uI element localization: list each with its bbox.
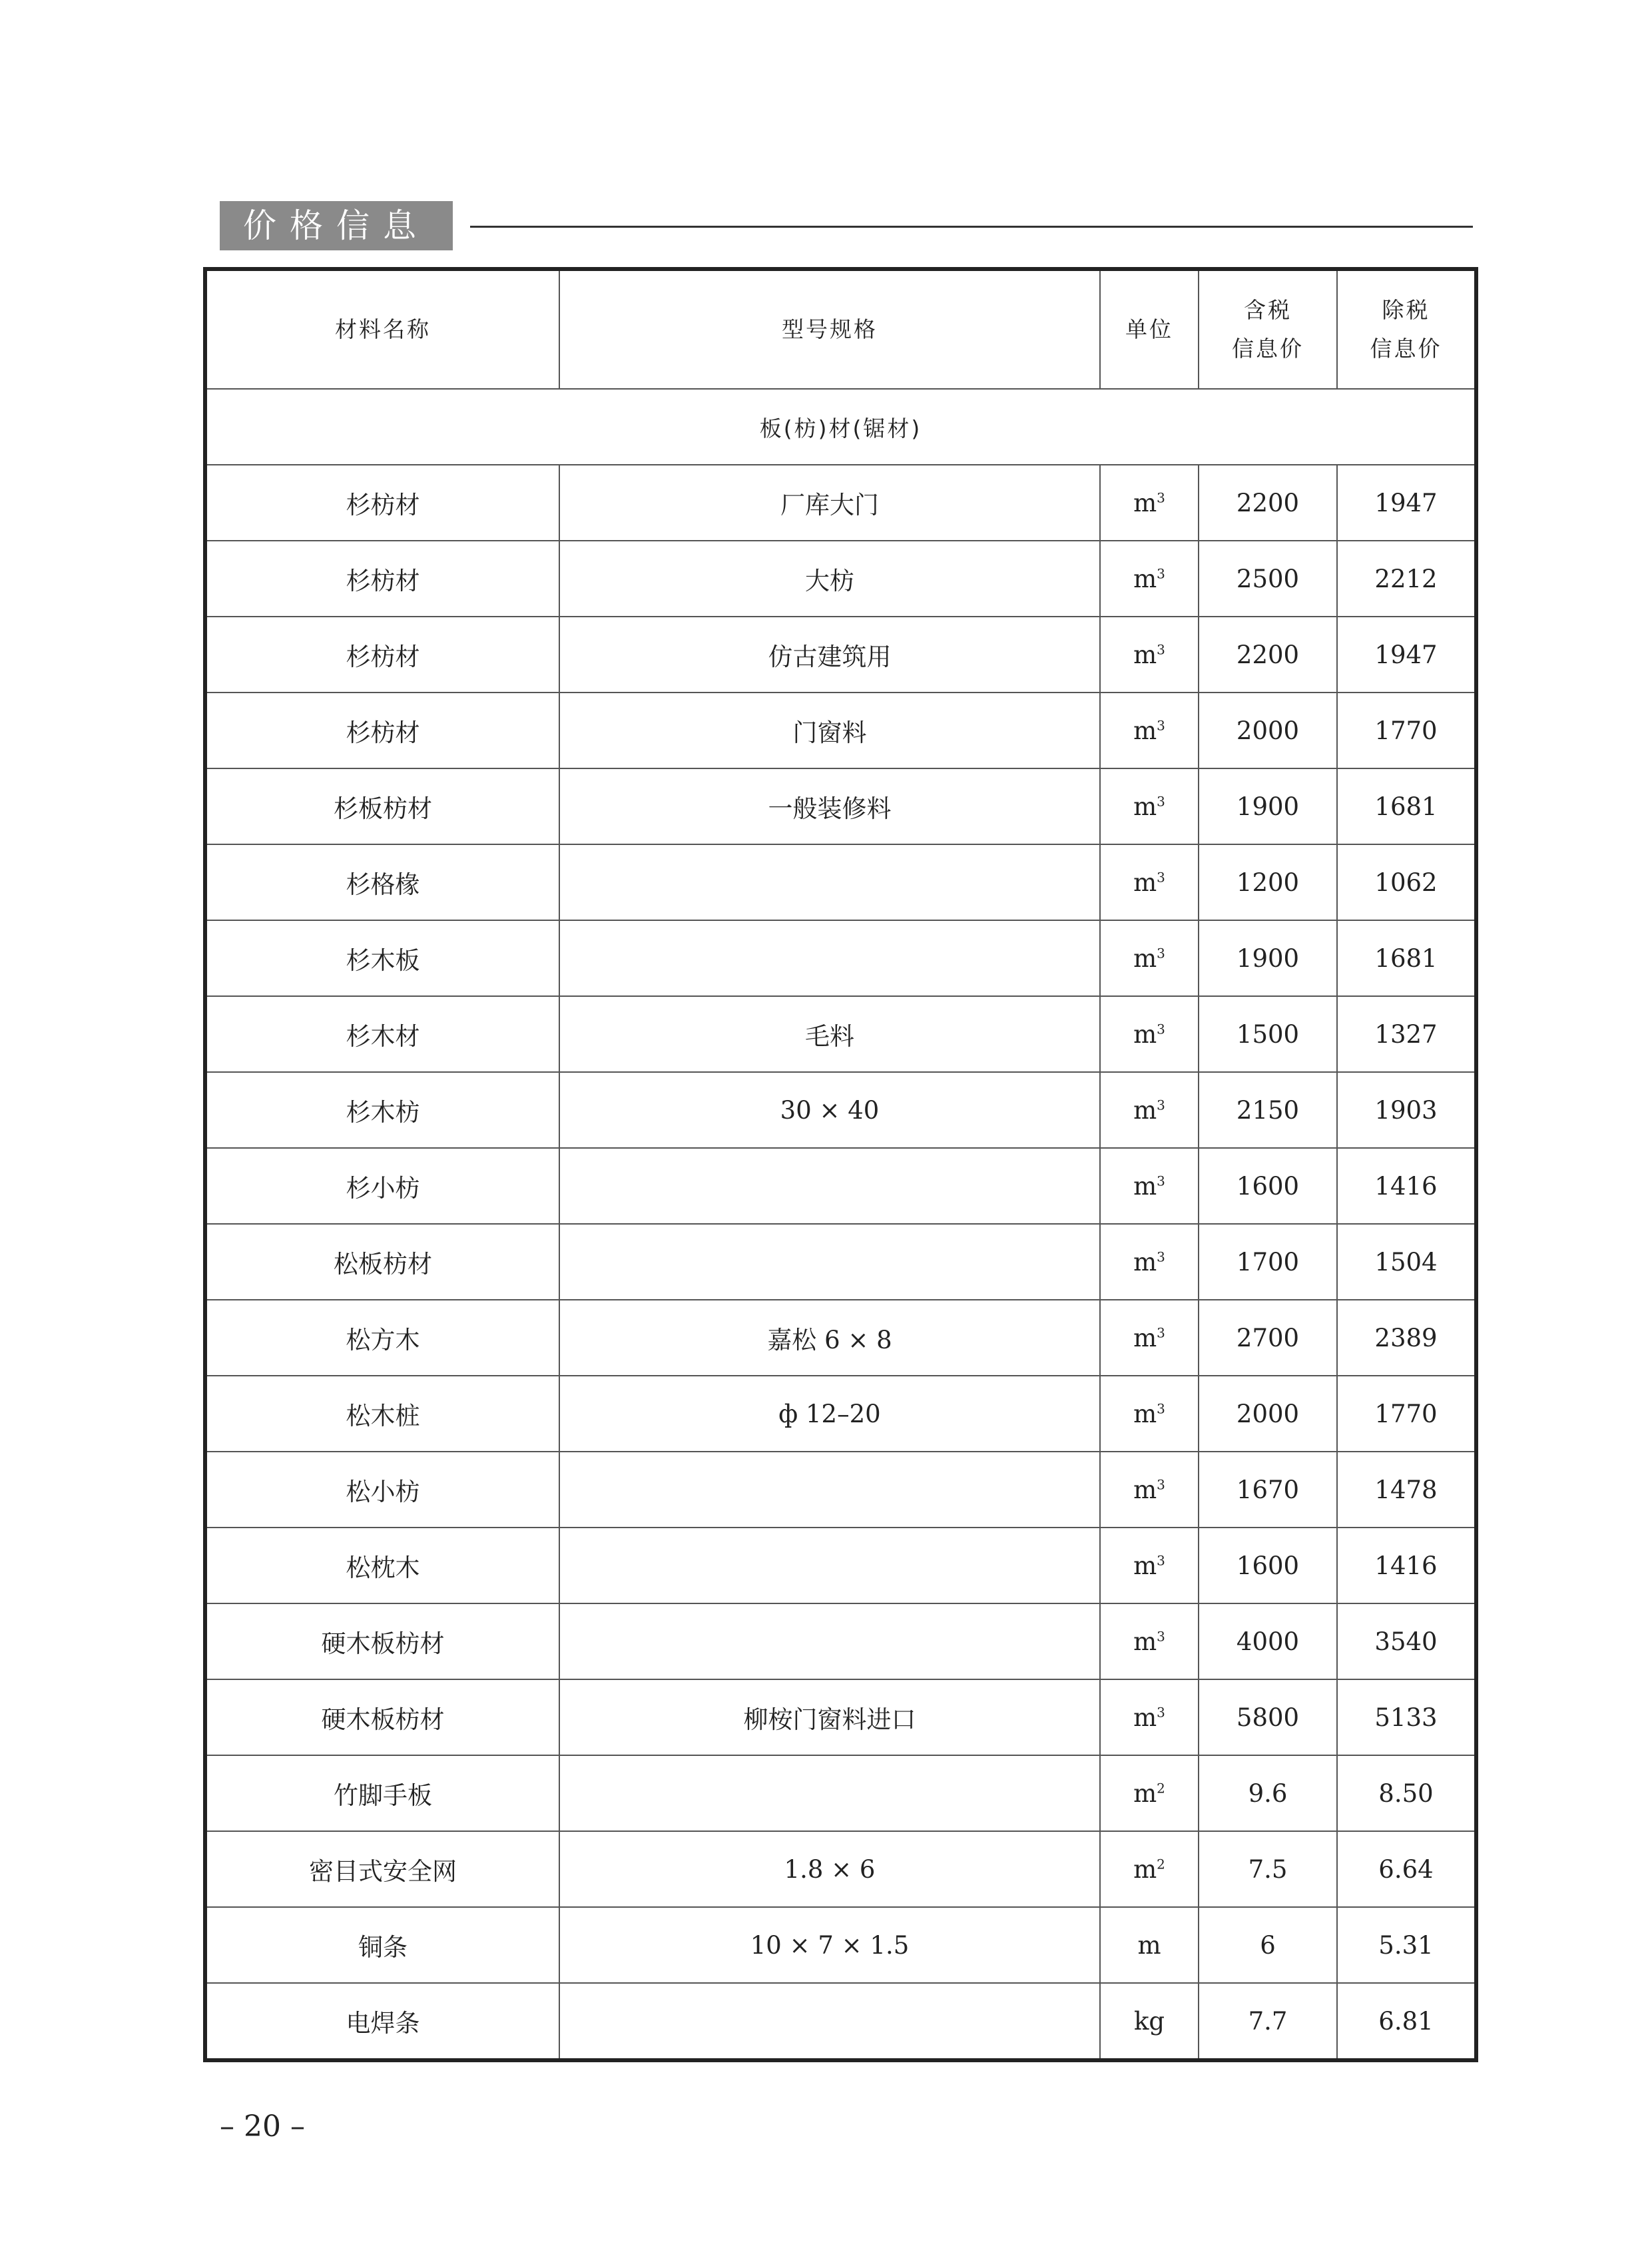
table-row <box>205 541 1476 617</box>
cell-price-tax: 2500 <box>1199 541 1337 617</box>
unit-exponent: 2 <box>1157 1780 1165 1797</box>
cell-material-name: 竹脚手板 <box>205 1755 559 1831</box>
cell-material-name: 杉木板 <box>205 920 559 996</box>
unit-base: kg <box>1133 2006 1165 2036</box>
col-header-spec: 型号规格 <box>559 269 1100 389</box>
unit-exponent: 3 <box>1157 869 1165 886</box>
unit-exponent: 3 <box>1157 1704 1165 1721</box>
table-row <box>205 844 1476 920</box>
cell-price-tax: 2200 <box>1199 617 1337 693</box>
cell-price-tax: 1200 <box>1199 844 1337 920</box>
cell-material-name: 杉枋材 <box>205 693 559 768</box>
price-table <box>203 267 1478 2062</box>
table-row <box>205 617 1476 693</box>
table-row <box>205 1452 1476 1528</box>
price-notax-line2: 信息价 <box>1370 336 1442 362</box>
table-row <box>205 996 1476 1072</box>
unit-base: m <box>1133 1551 1157 1580</box>
cell-material-name: 杉木材 <box>205 996 559 1072</box>
cell-price-tax: 2000 <box>1199 693 1337 768</box>
cell-price-notax: 1947 <box>1337 617 1476 693</box>
table-row <box>205 1072 1476 1148</box>
cell-spec: 门窗料 <box>559 693 1100 768</box>
unit-exponent: 3 <box>1157 1400 1165 1417</box>
unit-exponent: 3 <box>1157 717 1165 734</box>
unit-base: m <box>1133 1854 1157 1884</box>
cell-spec <box>559 1148 1100 1224</box>
unit-exponent: 3 <box>1157 565 1165 582</box>
cell-material-name: 松木桩 <box>205 1376 559 1452</box>
cell-price-notax: 2212 <box>1337 541 1476 617</box>
table-row <box>205 1831 1476 1907</box>
unit-exponent: 3 <box>1157 1173 1165 1189</box>
cell-unit <box>1100 1831 1199 1907</box>
cell-price-tax: 7.5 <box>1199 1831 1337 1907</box>
col-header-unit: 单位 <box>1100 269 1199 389</box>
cell-spec: 大枋 <box>559 541 1100 617</box>
section-row <box>205 389 1476 465</box>
cell-unit <box>1100 1679 1199 1755</box>
cell-spec <box>559 1983 1100 2060</box>
cell-unit <box>1100 541 1199 617</box>
table-row <box>205 920 1476 996</box>
cell-spec: 1.8 × 6 <box>559 1831 1100 1907</box>
section-title: 板(枋)材(锯材) <box>205 389 1476 465</box>
cell-unit <box>1100 996 1199 1072</box>
cell-material-name: 松小枋 <box>205 1452 559 1528</box>
cell-price-notax: 5.31 <box>1337 1907 1476 1983</box>
cell-price-tax: 6 <box>1199 1907 1337 1983</box>
table-row <box>205 1755 1476 1831</box>
unit-exponent: 3 <box>1157 1021 1165 1037</box>
unit-base: m <box>1133 1779 1157 1808</box>
cell-spec <box>559 1528 1100 1603</box>
cell-unit <box>1100 1072 1199 1148</box>
cell-spec <box>559 1755 1100 1831</box>
cell-price-tax: 2200 <box>1199 465 1337 541</box>
unit-base: m <box>1133 488 1157 517</box>
cell-unit <box>1100 465 1199 541</box>
table-row <box>205 465 1476 541</box>
unit-base: m <box>1133 1171 1157 1201</box>
unit-base: m <box>1133 564 1157 593</box>
cell-spec <box>559 920 1100 996</box>
cell-price-notax: 1681 <box>1337 768 1476 844</box>
cell-material-name: 铜条 <box>205 1907 559 1983</box>
cell-price-notax: 1062 <box>1337 844 1476 920</box>
unit-base: m <box>1133 792 1157 821</box>
price-tax-line1: 含税 <box>1244 297 1292 323</box>
unit-exponent: 3 <box>1157 1097 1165 1113</box>
cell-spec: 仿古建筑用 <box>559 617 1100 693</box>
cell-price-tax: 1700 <box>1199 1224 1337 1300</box>
cell-price-tax: 1900 <box>1199 920 1337 996</box>
cell-unit <box>1100 1528 1199 1603</box>
cell-price-tax: 1670 <box>1199 1452 1337 1528</box>
cell-price-notax: 1327 <box>1337 996 1476 1072</box>
cell-price-notax: 3540 <box>1337 1603 1476 1679</box>
cell-unit <box>1100 617 1199 693</box>
table-row <box>205 1300 1476 1376</box>
cell-price-tax: 2150 <box>1199 1072 1337 1148</box>
cell-material-name: 杉板枋材 <box>205 768 559 844</box>
unit-exponent: 3 <box>1157 641 1165 658</box>
table-row <box>205 768 1476 844</box>
unit-base: m <box>1137 1930 1161 1960</box>
unit-exponent: 3 <box>1157 1552 1165 1569</box>
table-row <box>205 1224 1476 1300</box>
cell-price-tax: 1600 <box>1199 1148 1337 1224</box>
cell-unit <box>1100 1376 1199 1452</box>
cell-unit <box>1100 1148 1199 1224</box>
cell-unit <box>1100 844 1199 920</box>
unit-base: m <box>1133 1399 1157 1428</box>
cell-unit <box>1100 1452 1199 1528</box>
cell-price-notax: 1903 <box>1337 1072 1476 1148</box>
cell-unit <box>1100 920 1199 996</box>
cell-unit <box>1100 1907 1199 1983</box>
cell-unit <box>1100 1224 1199 1300</box>
cell-unit <box>1100 1300 1199 1376</box>
cell-spec: 厂库大门 <box>559 465 1100 541</box>
cell-price-tax: 1600 <box>1199 1528 1337 1603</box>
cell-spec: 30 × 40 <box>559 1072 1100 1148</box>
price-notax-line1: 除税 <box>1382 297 1430 323</box>
unit-exponent: 3 <box>1157 489 1165 506</box>
cell-price-notax: 1770 <box>1337 1376 1476 1452</box>
cell-unit <box>1100 1983 1199 2060</box>
cell-material-name: 松枕木 <box>205 1528 559 1603</box>
unit-base: m <box>1133 1703 1157 1732</box>
cell-price-tax: 2000 <box>1199 1376 1337 1452</box>
unit-base: m <box>1133 716 1157 745</box>
cell-price-notax: 1478 <box>1337 1452 1476 1528</box>
cell-price-notax: 1416 <box>1337 1528 1476 1603</box>
cell-spec: ф 12–20 <box>559 1376 1100 1452</box>
table-row <box>205 1983 1476 2060</box>
cell-spec <box>559 1452 1100 1528</box>
col-header-price-tax <box>1199 269 1337 389</box>
unit-exponent: 3 <box>1157 793 1165 810</box>
table-row <box>205 1376 1476 1452</box>
unit-base: m <box>1133 1019 1157 1049</box>
table-row <box>205 1528 1476 1603</box>
cell-price-notax: 6.81 <box>1337 1983 1476 2060</box>
cell-unit <box>1100 1603 1199 1679</box>
unit-base: m <box>1133 944 1157 973</box>
cell-material-name: 密目式安全网 <box>205 1831 559 1907</box>
unit-base: m <box>1133 1475 1157 1504</box>
col-header-name: 材料名称 <box>205 269 559 389</box>
cell-price-notax: 1416 <box>1337 1148 1476 1224</box>
unit-exponent: 2 <box>1157 1856 1165 1872</box>
table-row <box>205 693 1476 768</box>
col-header-price-notax <box>1337 269 1476 389</box>
unit-exponent: 3 <box>1157 1476 1165 1493</box>
unit-base: m <box>1133 1323 1157 1352</box>
cell-price-notax: 1770 <box>1337 693 1476 768</box>
unit-base: m <box>1133 640 1157 669</box>
cell-price-notax: 2389 <box>1337 1300 1476 1376</box>
unit-exponent: 3 <box>1157 1628 1165 1645</box>
unit-base: m <box>1133 1627 1157 1656</box>
unit-exponent: 3 <box>1157 1249 1165 1265</box>
cell-material-name: 杉格椽 <box>205 844 559 920</box>
cell-price-notax: 5133 <box>1337 1679 1476 1755</box>
table-row <box>205 1148 1476 1224</box>
unit-exponent: 3 <box>1157 945 1165 962</box>
cell-price-notax: 1504 <box>1337 1224 1476 1300</box>
price-tax-line2: 信息价 <box>1232 336 1304 362</box>
cell-price-tax: 9.6 <box>1199 1755 1337 1831</box>
cell-price-tax: 1500 <box>1199 996 1337 1072</box>
cell-material-name: 杉枋材 <box>205 617 559 693</box>
cell-material-name: 杉小枋 <box>205 1148 559 1224</box>
cell-material-name: 杉木枋 <box>205 1072 559 1148</box>
table-row <box>205 1679 1476 1755</box>
cell-price-notax: 8.50 <box>1337 1755 1476 1831</box>
cell-price-tax: 2700 <box>1199 1300 1337 1376</box>
cell-spec: 10 × 7 × 1.5 <box>559 1907 1100 1983</box>
cell-price-notax: 1681 <box>1337 920 1476 996</box>
cell-price-tax: 7.7 <box>1199 1983 1337 2060</box>
unit-base: m <box>1133 1247 1157 1276</box>
cell-unit <box>1100 768 1199 844</box>
table-row <box>205 1907 1476 1983</box>
table-header-row <box>205 269 1476 389</box>
cell-spec: 一般装修料 <box>559 768 1100 844</box>
cell-spec <box>559 1603 1100 1679</box>
cell-material-name: 杉枋材 <box>205 465 559 541</box>
cell-material-name: 松板枋材 <box>205 1224 559 1300</box>
page-number: – 20 – <box>220 2110 305 2143</box>
cell-material-name: 松方木 <box>205 1300 559 1376</box>
cell-price-tax: 5800 <box>1199 1679 1337 1755</box>
cell-price-tax: 1900 <box>1199 768 1337 844</box>
cell-spec: 柳桉门窗料进口 <box>559 1679 1100 1755</box>
cell-price-notax: 6.64 <box>1337 1831 1476 1907</box>
cell-spec <box>559 1224 1100 1300</box>
cell-price-tax: 4000 <box>1199 1603 1337 1679</box>
header-rule <box>470 226 1473 228</box>
table-row <box>205 1603 1476 1679</box>
cell-spec: 嘉松 6 × 8 <box>559 1300 1100 1376</box>
cell-unit <box>1100 1755 1199 1831</box>
cell-spec: 毛料 <box>559 996 1100 1072</box>
cell-material-name: 电焊条 <box>205 1983 559 2060</box>
cell-spec <box>559 844 1100 920</box>
section-header-label: 价格信息 <box>220 201 453 250</box>
unit-base: m <box>1133 1095 1157 1125</box>
unit-exponent: 3 <box>1157 1324 1165 1341</box>
cell-price-notax: 1947 <box>1337 465 1476 541</box>
unit-base: m <box>1133 868 1157 897</box>
cell-material-name: 硬木板枋材 <box>205 1679 559 1755</box>
cell-material-name: 硬木板枋材 <box>205 1603 559 1679</box>
cell-unit <box>1100 693 1199 768</box>
cell-material-name: 杉枋材 <box>205 541 559 617</box>
